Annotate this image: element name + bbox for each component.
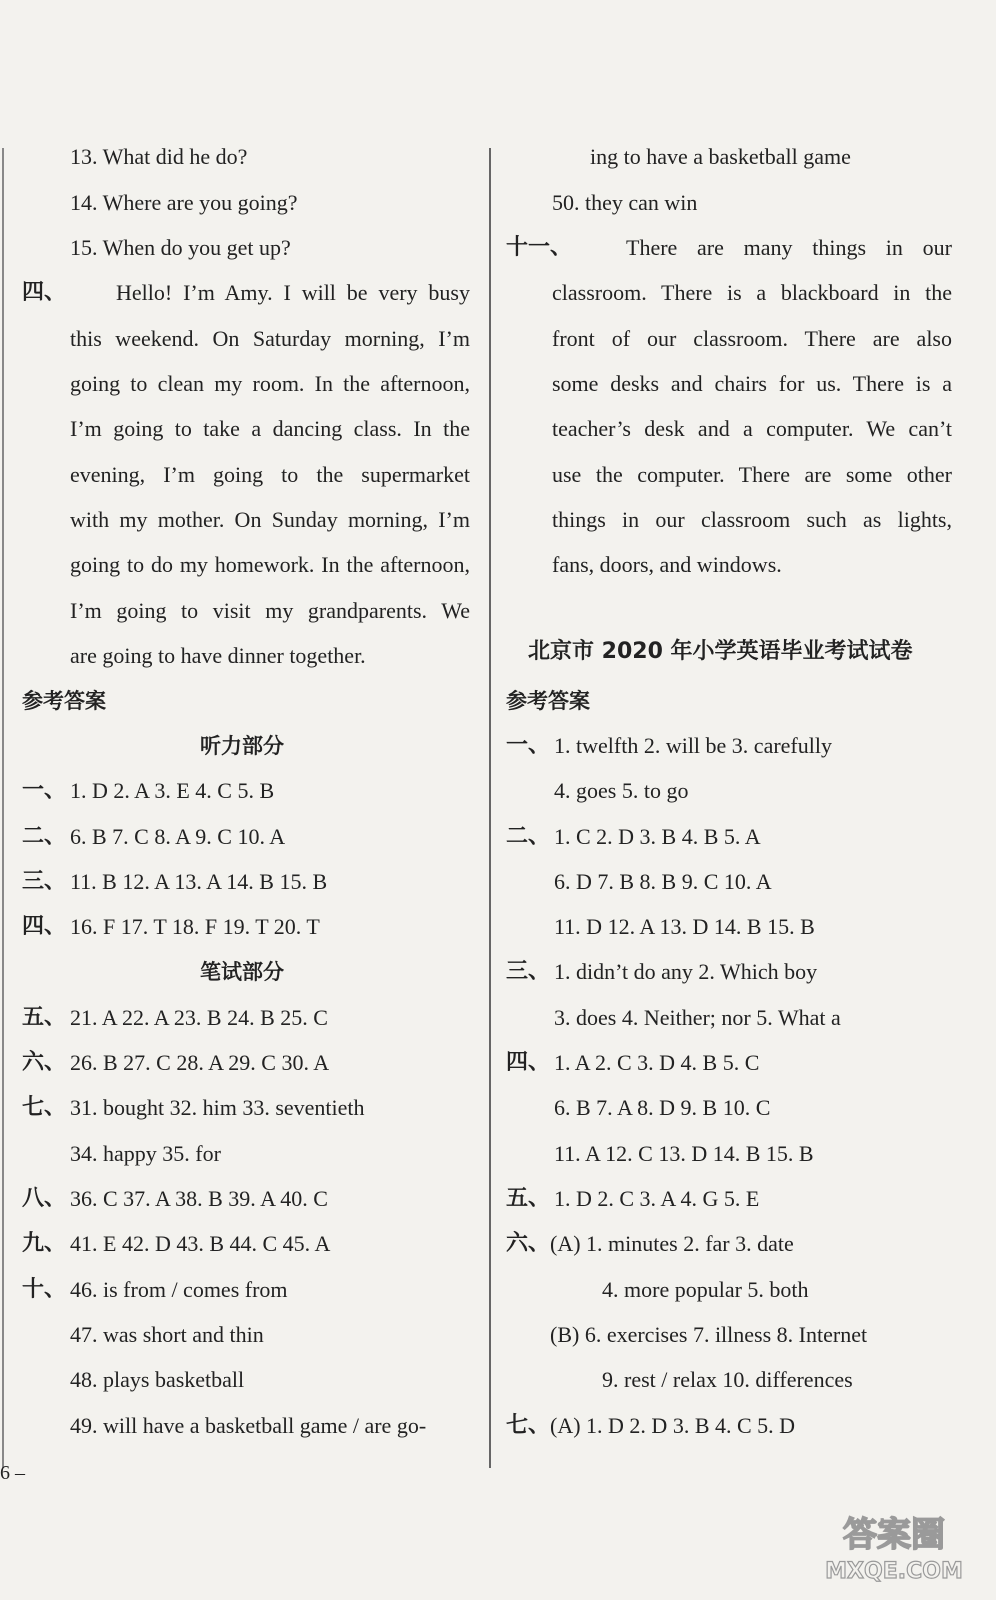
para4-line: Hello! I’m Amy. I will be very busy bbox=[116, 280, 470, 305]
answer-row: 6. B 7. A 8. D 9. B 10. C bbox=[554, 1095, 771, 1120]
watermark-logo bbox=[810, 1506, 978, 1586]
para4-line: this weekend. On Saturday morning, I’m bbox=[70, 326, 470, 351]
row-mark: 九、 bbox=[22, 1231, 67, 1256]
para11-line: classroom. There is a blackboard in the bbox=[552, 280, 952, 305]
section-11-mark: 十一、 bbox=[506, 235, 573, 260]
para11-line: There are many things in our bbox=[626, 235, 952, 260]
row-mark: 二、 bbox=[22, 824, 67, 849]
answer-row: 1. D 2. C 3. A 4. G 5. E bbox=[554, 1186, 760, 1211]
answer-row: 1. didn’t do any 2. Which boy bbox=[554, 959, 818, 984]
continued-line: 50. they can win bbox=[552, 190, 698, 215]
answer-row: 6. B 7. C 8. A 9. C 10. A bbox=[70, 824, 286, 849]
row-mark: 七、 bbox=[22, 1095, 67, 1120]
answer-row: 1. twelfth 2. will be 3. carefully bbox=[554, 733, 832, 758]
para4-line: going to clean my room. In the afternoon, bbox=[70, 371, 470, 396]
answer-row: 46. is from / comes from bbox=[70, 1277, 288, 1302]
row-mark: 三、 bbox=[506, 959, 551, 984]
answer-row: 3. does 4. Neither; nor 5. What a bbox=[554, 1005, 841, 1030]
answer-row: (B) 6. exercises 7. illness 8. Internet bbox=[550, 1322, 868, 1347]
watermark-url: MXQE.COM bbox=[825, 1559, 963, 1584]
row-mark: 五、 bbox=[506, 1186, 551, 1211]
answer-row: 4. more popular 5. both bbox=[602, 1277, 809, 1302]
answer-row: 4. goes 5. to go bbox=[554, 778, 689, 803]
page-number: 6 – bbox=[0, 1462, 25, 1484]
answer-row: 34. happy 35. for bbox=[70, 1141, 221, 1166]
answer-row: 11. B 12. A 13. A 14. B 15. B bbox=[70, 869, 328, 894]
para11-line: some desks and chairs for us. There is a bbox=[552, 371, 952, 396]
answer-row: 11. D 12. A 13. D 14. B 15. B bbox=[554, 914, 815, 939]
answers-title: 参考答案 bbox=[22, 689, 106, 713]
answer-row: 1. D 2. A 3. E 4. C 5. B bbox=[70, 778, 275, 803]
row-mark: 八、 bbox=[22, 1186, 67, 1211]
row-mark: 一、 bbox=[506, 733, 551, 758]
para4-line: with my mother. On Sunday morning, I’m bbox=[70, 507, 470, 532]
column-divider bbox=[489, 148, 491, 1468]
para11-line: use the computer. There are some other bbox=[552, 462, 952, 487]
para11-line: teacher’s desk and a computer. We can’t bbox=[552, 416, 952, 441]
para11-line: things in our classroom such as lights, bbox=[552, 507, 952, 532]
row-mark: 六、 bbox=[22, 1050, 67, 1075]
exam-title: 北京市 2020 年小学英语毕业考试试卷 bbox=[528, 639, 913, 664]
question-15: 15. When do you get up? bbox=[70, 235, 291, 260]
question-13: 13. What did he do? bbox=[70, 144, 248, 169]
answer-row: 48. plays basketball bbox=[70, 1367, 245, 1392]
para11-line: front of our classroom. There are also bbox=[552, 326, 952, 351]
answer-row: 1. A 2. C 3. D 4. B 5. C bbox=[554, 1050, 760, 1075]
watermark-text: 答案圈 bbox=[843, 1515, 945, 1555]
row-mark: 四、 bbox=[22, 914, 67, 939]
para11-line: fans, doors, and windows. bbox=[552, 552, 782, 577]
para4-line: evening, I’m going to the supermarket bbox=[70, 462, 470, 487]
answer-row: 9. rest / relax 10. differences bbox=[602, 1367, 853, 1392]
answer-row: 26. B 27. C 28. A 29. C 30. A bbox=[70, 1050, 330, 1075]
answer-row: 16. F 17. T 18. F 19. T 20. T bbox=[70, 914, 320, 939]
para4-line: I’m going to take a dancing class. In the bbox=[70, 416, 470, 441]
row-mark: 五、 bbox=[22, 1005, 67, 1030]
question-14: 14. Where are you going? bbox=[70, 190, 298, 215]
row-mark: 二、 bbox=[506, 824, 551, 849]
writing-title: 笔试部分 bbox=[200, 960, 284, 984]
answer-row: (A) 1. minutes 2. far 3. date bbox=[550, 1231, 794, 1256]
row-mark: 一、 bbox=[22, 778, 67, 803]
row-mark: 六、 bbox=[506, 1231, 551, 1256]
answer-row: 31. bought 32. him 33. seventieth bbox=[70, 1095, 365, 1120]
answer-row: 21. A 22. A 23. B 24. B 25. C bbox=[70, 1005, 328, 1030]
para4-line: going to do my homework. In the afternoon, bbox=[70, 552, 470, 577]
section-4-mark: 四、 bbox=[22, 280, 67, 305]
answer-row: 6. D 7. B 8. B 9. C 10. A bbox=[554, 869, 772, 894]
answer-row: 41. E 42. D 43. B 44. C 45. A bbox=[70, 1231, 331, 1256]
row-mark: 三、 bbox=[22, 869, 67, 894]
row-mark: 四、 bbox=[506, 1050, 551, 1075]
answer-row: 49. will have a basketball game / are go- bbox=[70, 1413, 427, 1438]
para4-line: I’m going to visit my grandparents. We bbox=[70, 598, 470, 623]
answer-row: 36. C 37. A 38. B 39. A 40. C bbox=[70, 1186, 328, 1211]
answer-row: (A) 1. D 2. D 3. B 4. C 5. D bbox=[550, 1413, 796, 1438]
para4-line: are going to have dinner together. bbox=[70, 643, 366, 668]
answers-title-2: 参考答案 bbox=[506, 689, 590, 713]
left-margin-rule bbox=[2, 148, 4, 1468]
row-mark: 十、 bbox=[22, 1277, 67, 1302]
row-mark: 七、 bbox=[506, 1413, 551, 1438]
answer-row: 1. C 2. D 3. B 4. B 5. A bbox=[554, 824, 761, 849]
answer-row: 47. was short and thin bbox=[70, 1322, 264, 1347]
continued-line: ing to have a basketball game bbox=[590, 144, 851, 169]
answer-row: 11. A 12. C 13. D 14. B 15. B bbox=[554, 1141, 814, 1166]
listening-title: 听力部分 bbox=[200, 734, 284, 758]
